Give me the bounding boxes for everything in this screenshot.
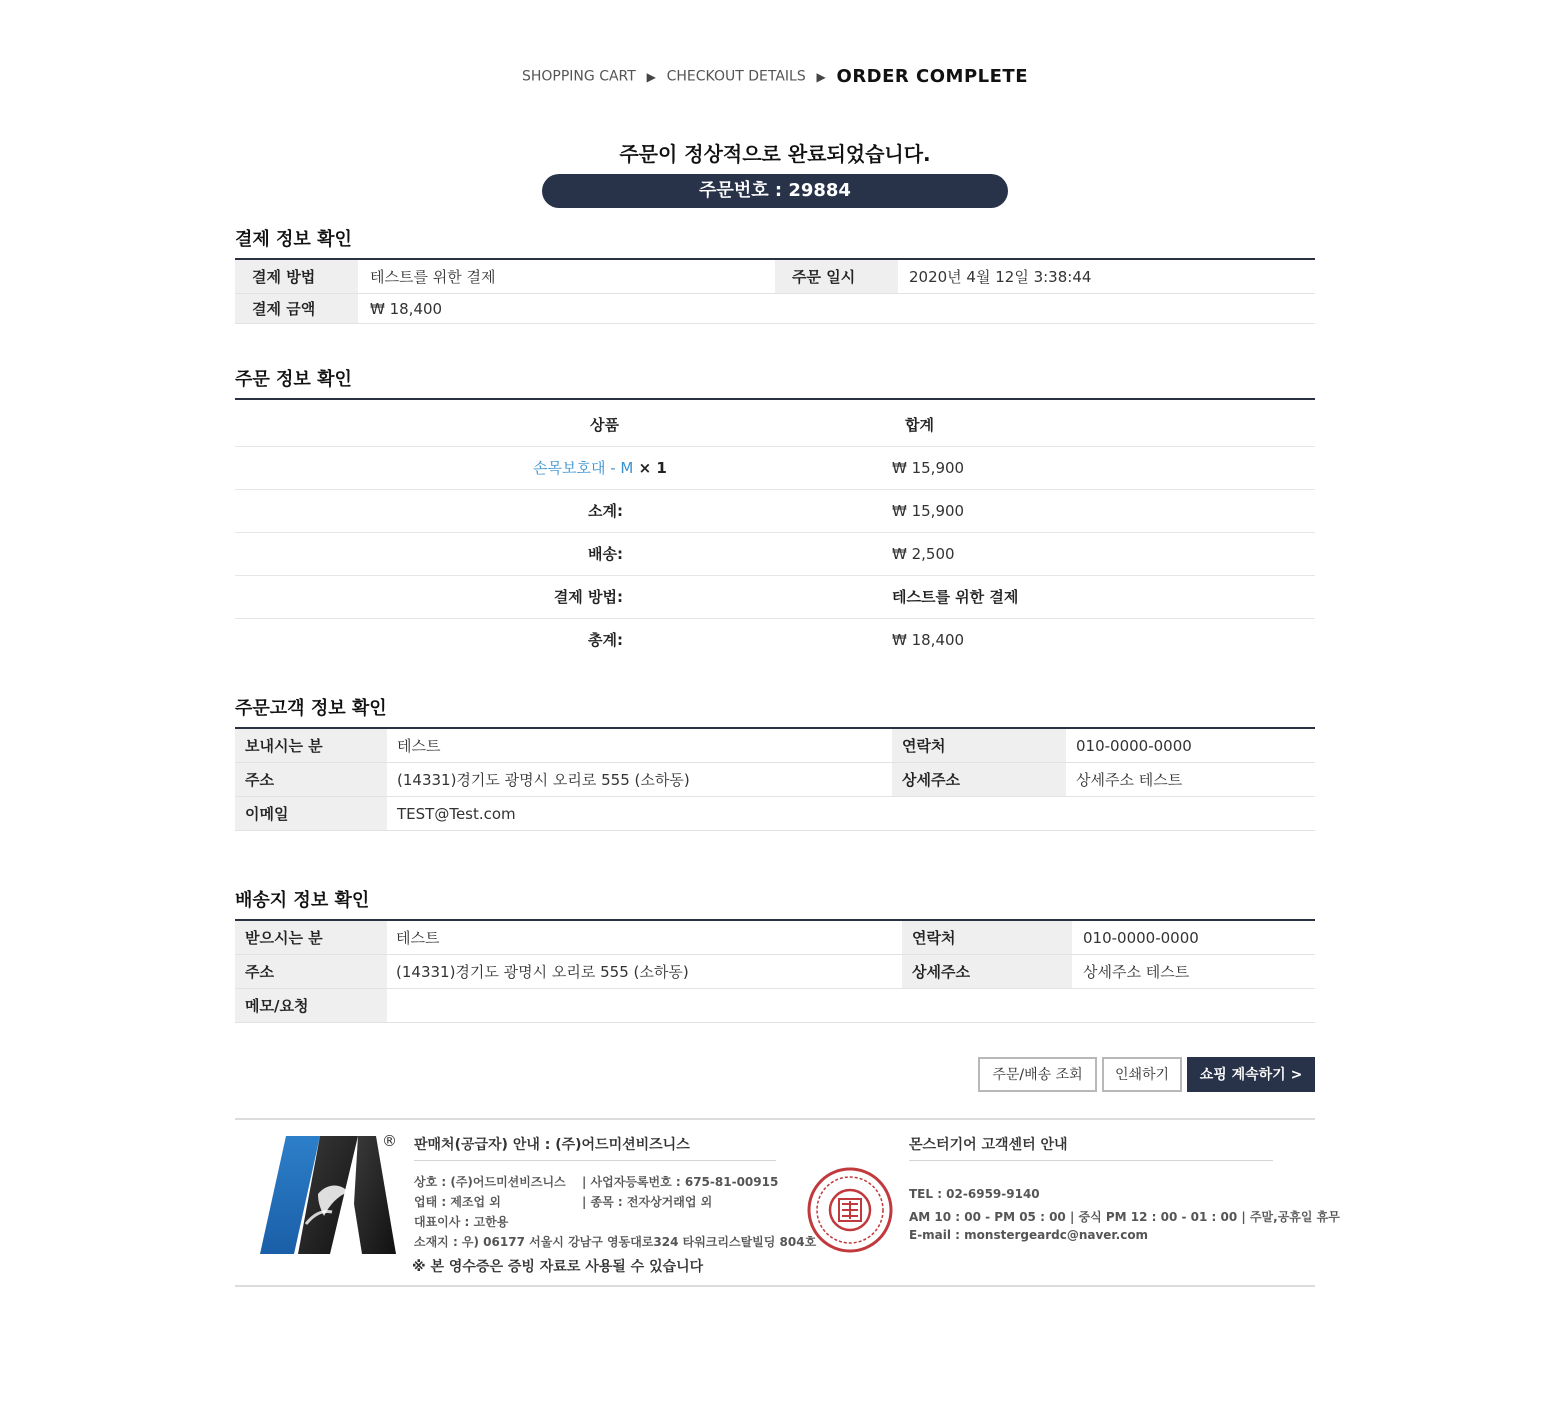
col-total-header: 합계	[905, 416, 934, 434]
receiver-value: 테스트	[396, 929, 440, 947]
payment-row-amount	[235, 294, 1315, 324]
shipping-value: ₩ 2,500	[892, 545, 955, 563]
business-location: 소재지 : 우) 06177 서울시 강남구 영동대로324 타워크리스탈빌딩 804호	[414, 1235, 817, 1249]
sender-email-label: 이메일	[235, 797, 387, 830]
order-complete-message: 주문이 정상적으로 완료되었습니다.	[619, 142, 931, 166]
receipt-note: ※ 본 영수증은 증빙 자료로 사용될 수 있습니다	[412, 1259, 704, 1275]
order-number-badge: 주문번호 : 29884	[542, 174, 1008, 208]
product-link[interactable]: 손목보호대 - M	[533, 459, 634, 477]
total-value: ₩ 18,400	[892, 631, 965, 649]
footer-bottom-divider	[235, 1285, 1315, 1287]
sender-detail-label: 상세주소	[892, 763, 1066, 796]
ceo-name: 대표이사 : 고한용	[414, 1215, 509, 1229]
shipping-row-1	[235, 921, 1315, 955]
order-lookup-button[interactable]: 주문/배송 조회	[978, 1057, 1097, 1092]
shipping-label: 배송:	[588, 545, 623, 563]
receiver-label: 받으시는 분	[235, 921, 387, 954]
customer-row-1	[235, 729, 1315, 763]
payment-row-method	[235, 260, 1315, 294]
table-row	[235, 447, 1315, 490]
shipping-row-2	[235, 955, 1315, 989]
sender-detail-value: 상세주소 테스트	[1076, 771, 1183, 789]
footer-divider	[909, 1160, 1273, 1161]
step-shopping-cart: SHOPPING CART	[521, 68, 636, 85]
print-button[interactable]: 인쇄하기	[1102, 1057, 1182, 1092]
receiver-detail-value: 상세주소 테스트	[1083, 963, 1190, 981]
step-order-complete: ORDER COMPLETE	[836, 66, 1028, 87]
payment-amount-value: ₩ 18,400	[370, 299, 443, 318]
business-item: | 종목 : 전자상거래업 외	[582, 1195, 713, 1209]
product-cell	[235, 447, 975, 490]
receiver-address-value: (14331)경기도 광명시 오리로 555 (소하동)	[396, 963, 689, 981]
subtotal-label: 소계:	[588, 502, 623, 520]
table-row	[235, 576, 1315, 619]
step-arrow-icon: ▶	[646, 69, 656, 84]
customer-row-3	[235, 797, 1315, 831]
total-label: 총계:	[588, 631, 623, 649]
footer-divider	[414, 1160, 776, 1161]
sender-address-value: (14331)경기도 광명시 오리로 555 (소하동)	[397, 771, 690, 789]
order-method-label: 결제 방법:	[553, 588, 623, 606]
receiver-phone-label: 연락처	[902, 921, 1072, 954]
order-info-title: 주문 정보 확인	[235, 369, 352, 390]
product-price: ₩ 15,900	[892, 459, 965, 477]
table-row	[235, 533, 1315, 576]
cs-hours: AM 10 : 00 - PM 05 : 00 | 중식 PM 12 : 00 - 01 : 00 | 주말,공휴일 휴무	[909, 1210, 1340, 1224]
step-arrow-icon: ▶	[816, 69, 826, 84]
subtotal-value: ₩ 15,900	[892, 502, 965, 520]
customer-info-title: 주문고객 정보 확인	[235, 698, 387, 719]
order-date-value: 2020년 4월 12일 3:38:44	[909, 268, 1092, 286]
cs-email: E-mail : monstergeardc@naver.com	[909, 1228, 1149, 1242]
shipping-row-3	[235, 989, 1315, 1023]
seller-info-title: 판매처(공급자) 안내 : (주)어드미션비즈니스	[414, 1137, 690, 1153]
shipping-info-title: 배송지 정보 확인	[235, 890, 370, 911]
sender-phone-value: 010-0000-0000	[1076, 736, 1192, 755]
business-type: 업태 : 제조업 외	[414, 1195, 501, 1209]
receiver-detail-label: 상세주소	[902, 955, 1072, 988]
sender-value: 테스트	[397, 737, 441, 755]
sender-phone-label: 연락처	[892, 729, 1066, 762]
order-table-header	[235, 404, 1315, 447]
payment-info-title: 결제 정보 확인	[235, 229, 352, 250]
product-quantity: × 1	[638, 459, 667, 477]
memo-label: 메모/요청	[235, 989, 387, 1022]
sender-label: 보내시는 분	[235, 729, 387, 762]
receiver-phone-value: 010-0000-0000	[1083, 928, 1199, 947]
customer-center-title: 몬스터기어 고객센터 안내	[909, 1137, 1068, 1153]
customer-row-2	[235, 763, 1315, 797]
order-method-value: 테스트를 위한 결제	[892, 588, 1019, 606]
table-row	[235, 490, 1315, 533]
checkout-steps-breadcrumb	[0, 66, 1550, 87]
seller-name: 상호 : (주)어드미션비즈니스	[414, 1175, 566, 1189]
cs-telephone: TEL : 02-6959-9140	[909, 1187, 1040, 1201]
continue-shopping-button[interactable]: 쇼핑 계속하기 >	[1187, 1057, 1315, 1092]
table-row	[235, 619, 1315, 662]
payment-amount-label: 결제 금액	[235, 294, 358, 323]
brand-logo	[258, 1134, 398, 1256]
payment-method-value: 테스트를 위한 결제	[370, 268, 496, 286]
business-number: | 사업자등록번호 : 675-81-00915	[582, 1175, 779, 1189]
sender-address-label: 주소	[235, 763, 387, 796]
footer-top-divider	[235, 1118, 1315, 1120]
memo-value	[396, 989, 901, 1022]
step-checkout-details: CHECKOUT DETAILS	[666, 68, 806, 85]
order-date-label: 주문 일시	[775, 260, 898, 293]
registered-mark: ®	[382, 1132, 397, 1150]
col-product-header: 상품	[590, 416, 619, 434]
receiver-address-label: 주소	[235, 955, 387, 988]
payment-method-label: 결제 방법	[235, 260, 358, 293]
company-seal-stamp	[806, 1166, 894, 1254]
sender-email-value: TEST@Test.com	[397, 804, 516, 823]
section-divider	[235, 398, 1315, 400]
